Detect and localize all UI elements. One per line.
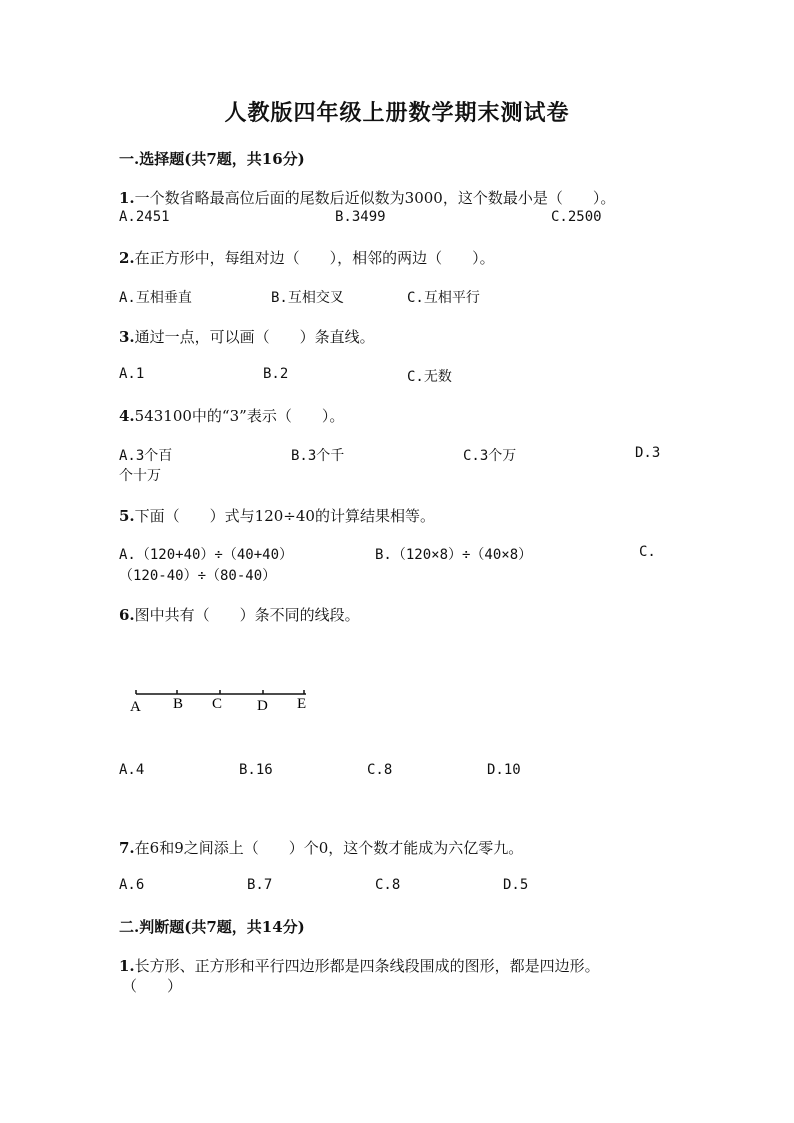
question-text: 在正方形中，每组对边（ ），相邻的两边（ ）。 (134, 249, 495, 267)
question-3 (119, 326, 375, 347)
option-a: A.（120+40）÷（40+40） (119, 547, 294, 563)
option-a: A.3个百 (119, 448, 173, 464)
option-b: B.2 (263, 366, 289, 382)
page-title: 人教版四年级上册数学期末测试卷 (224, 100, 570, 126)
section-heading-judgement: 二.判断题(共7题，共14分) (119, 918, 305, 936)
option-c: C.2500 (551, 209, 602, 225)
option-d: D.10 (487, 762, 521, 778)
question-1 (119, 187, 615, 208)
option-c: C.互相平行 (407, 290, 480, 306)
option-c-wrap: （120-40）÷（80-40） (119, 568, 277, 584)
question-5 (119, 505, 435, 526)
option-b: B.（120×8）÷（40×8） (375, 547, 533, 563)
option-a: A.6 (119, 877, 145, 893)
option-c: C. (639, 544, 656, 560)
option-d-wrap: 个十万 (119, 468, 161, 484)
option-b: B.7 (247, 877, 273, 893)
option-d: D.3 (635, 445, 661, 461)
option-b: B.16 (239, 762, 273, 778)
option-a: A.2451 (119, 209, 170, 225)
question-text: 下面（ ）式与120÷40的计算结果相等。 (134, 507, 435, 525)
question-number: 7. (119, 839, 135, 857)
question-text: 通过一点，可以画（ ）条直线。 (134, 328, 375, 346)
option-c: C.3个万 (463, 448, 517, 464)
point-label-e: E (297, 696, 307, 712)
question-text: 一个数省略最高位后面的尾数后近似数为3000，这个数最小是（ ）。 (134, 189, 616, 207)
question-number: 1. (119, 957, 135, 975)
point-label-a: A (130, 699, 141, 715)
question-6 (119, 604, 360, 625)
point-label-d: D (257, 698, 268, 714)
section-heading-choice: 一.选择题(共7题，共16分) (119, 150, 305, 168)
answer-blank: （ ） (122, 977, 183, 995)
judgement-1 (119, 955, 600, 976)
question-number: 6. (119, 606, 135, 624)
option-d: D.5 (503, 877, 529, 893)
question-text: 长方形、正方形和平行四边形都是四条线段围成的图形，都是四边形。 (134, 957, 600, 975)
point-label-c: C (212, 696, 223, 712)
option-a: A.互相垂直 (119, 290, 192, 306)
point-label-b: B (173, 696, 184, 712)
question-number: 3. (119, 328, 135, 346)
question-number: 5. (119, 507, 135, 525)
option-a: A.1 (119, 366, 145, 382)
option-c: C.无数 (407, 369, 452, 385)
question-number: 2. (119, 249, 135, 267)
option-b: B.3499 (335, 209, 386, 225)
question-number: 1. (119, 189, 135, 207)
question-text: 图中共有（ ）条不同的线段。 (134, 606, 360, 624)
option-a: A.4 (119, 762, 145, 778)
line-segment-figure (128, 684, 318, 716)
question-text: 在6和9之间添上（ ）个0，这个数才能成为六亿零九。 (134, 839, 524, 857)
question-number: 4. (119, 407, 135, 425)
option-c: C.8 (367, 762, 393, 778)
question-4 (119, 405, 344, 426)
option-b: B.3个千 (291, 448, 345, 464)
option-c: C.8 (375, 877, 401, 893)
question-7 (119, 837, 523, 858)
question-text: 543100中的“3”表示（ ）。 (134, 407, 345, 425)
option-b: B.互相交叉 (271, 290, 344, 306)
question-2 (119, 247, 495, 268)
